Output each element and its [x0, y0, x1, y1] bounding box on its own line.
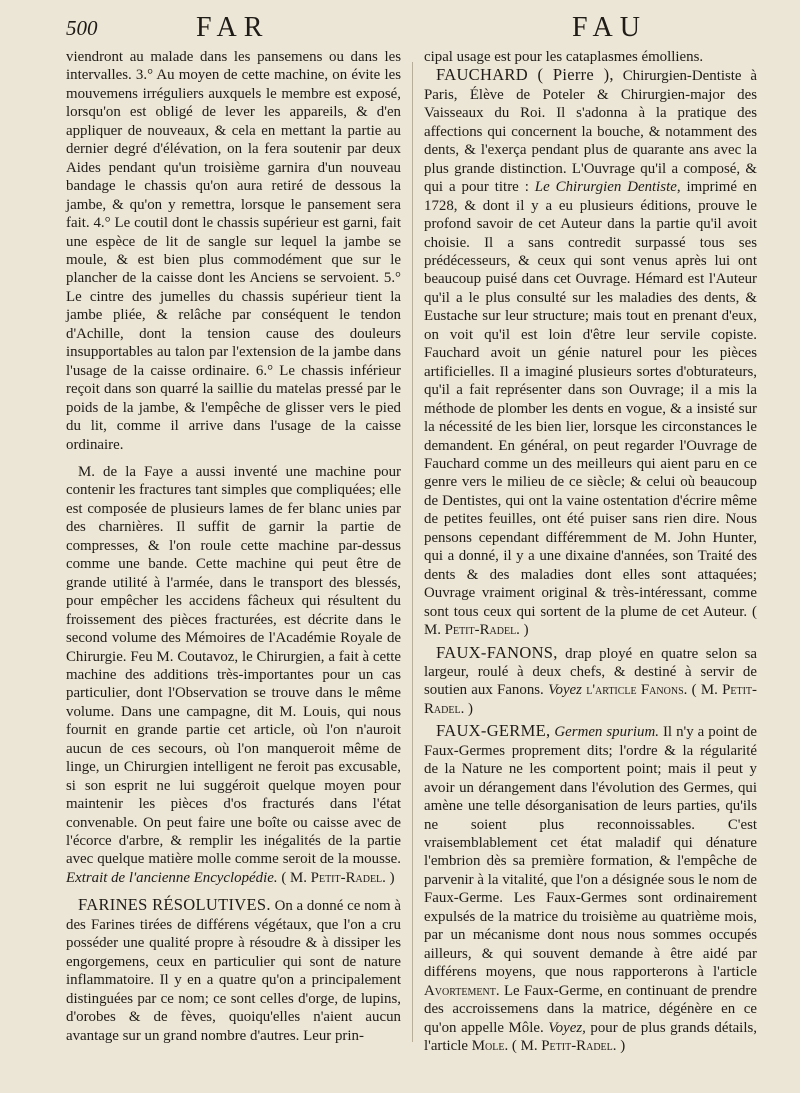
entry-text: , imprimé en 1728, & dont il y a eu plusieurs éditions, prouve le profond savoir de cet Auteur dans la partie qu'il avoit choisie. Il a sans contredit surpassé tous ses prédécesseurs, & ceux qui sont venus après lui ont beaucoup puisé dans cet Ouvrage. Hémard est l'Auteur qu'il a le plus consulté sur les maladies des dents, & Eustache sur leur structure; mais tout en prenant d'eux, on voit qu'il est loin d'être leur servile copiste. Fauchard avoit un génie naturel pour les pièces artificielles. Il a imaginé plusieurs sortes d'obturateurs, qu'il a fait représenter dans son Ouvrage; il a mis la méthode de plomber les dents en vogue, & a insisté sur la nécessité de les bien lier, lorsque les circonstances le demandent. En général, on peut regarder l'Ouvrage de Fauchard comme un des meilleurs qui aient paru en ce genre vers le milieu de ce siècle; & celui où beaucoup de Dentistes, qui ont la vaine ostentation d'écrire même de petites feuilles, ont été puiser sans rien dire. Nous pensons cependant différemment de M. John Hunter, qui a donné, il y a une dixaine d'années, son Traité des dents & des maladies dont elles sont attaquées; Ouvrage vraiment original & très-intéressant, comme sont tous ceux qui sortent de la plume de cet Auteur.	[424, 179, 757, 620]
paragraph	[424, 48, 757, 66]
entry-farines	[66, 896, 401, 1045]
cross-reference: Avortement.	[424, 982, 500, 999]
paragraph-text: viendront au malade dans les pansemens ou dans les intervalles. 3.° Au moyen de cette machine, on évite les mouvemens irréguliers auxquels le membre est exposé, lorsqu'on est obligé de lever les appareils, & d'en appliquer de nouveaux, & cela en mettant la partie au dernier degré d'élévation, on la fera soutenir par deux Aides pendant qu'un troisième garnira d'un nouveau bandage le chassis qu'on aura retiré de dessous la jambe, & qu'on y remettra, lorsque le pansement sera fait. 4.° Le coutil dont le chassis supérieur est garni, fait une espèce de lit de sangle sur lequel la jambe se moule, & est bien plus commodément que sur le plancher de la caisse dont les Anciens se servoient. 5.° Le cintre des jumelles du chassis supérieur tient la jambe pliée, & relâche par conséquent le tendon d'Achille, dont la tension cause des douleurs insupportables au talon par l'extension de la jambe dans l'usage de la caisse ordinaire. 6.° Le chassis inférieur reçoit dans son quarré la saillie du matelas pressé par le poids de la jambe, & l'empêche de glisser vers le pied du lit, comme il arrive dans l'usage de la caisse ordinaire.	[66, 49, 401, 453]
running-head-left: FAR	[196, 12, 270, 43]
book-title: Le Chirurgien Dentiste	[534, 179, 677, 196]
right-column	[424, 48, 757, 1055]
entry-text: Chirurgien-Dentiste à Paris, Élève de Poteler & Chirurgien-major des Vaisseaux du Roi. Il s'adonna à la pratique des affections qui concernent la bouche, & notamment des dents, & l'exerça pendant plus de quarante ans avec la plus grande distinction. L'Ouvrage qu'il a composé, & qui a pour titre :	[424, 68, 757, 196]
author-credit: ( M. Petit-Radel. )	[424, 603, 757, 639]
source-citation: Extrait de l'ancienne Encyclopédie.	[66, 869, 278, 886]
page-number: 500	[66, 16, 98, 40]
left-column	[66, 48, 401, 1045]
cross-reference: Mole.	[471, 1038, 509, 1055]
see-also-label: Voyez,	[548, 1019, 586, 1036]
entry-text: Il n'y a point de Faux-Germes proprement dits; l'ordre & la régularité de la Nature ne les comportent point; mais il peut y avoir un dérangement dans l'évolution des Germes, qui amène une telle désorganisation de leurs parties, qu'ils ne soient plus reconnoissables. C'est vraisemblablement cet état maladif qui dénature l'embrion dès sa première formation, & l'empêche de parvenir à la vitalité, que l'on a désignée sous le nom de Faux-Germe. Les Faux-Germes sont ordinairement expulsés de la matrice du troisième au quatrième mois, par un mécanisme dont nous nous sommes occupés ailleurs, & qui souvent demande à être aidé par différens moyens, que nous rapporterons à l'article	[424, 724, 757, 981]
entry-faux-fanons	[424, 644, 757, 719]
see-also-label: Voyez	[548, 682, 582, 699]
entry-heading: FAUX-GERME,	[436, 721, 551, 741]
entry-text: On a donné ce nom à des Farines tirées de différens végétaux, que l'on a cru posséder une qualité propre à résoudre & à dissiper les engorgemens, ceux en particulier qui sont de nature inflammatoire. Il y en a quatre qu'on a principalement distinguées par ce nom; ce sont celles d'orge, de lupins, d'orobes & de fèves, quoiqu'elles n'aient aucun avantage sur un grand nombre d'autres. Leur prin-	[66, 898, 401, 1044]
entry-fauchard	[424, 66, 757, 639]
author-credit: ( M. Petit-Radel. )	[281, 869, 395, 886]
entry-text: drap ployé en quatre selon sa largeur, roulé à deux chefs, & destiné à servir de soutien aux Fanons.	[424, 645, 758, 699]
entry-faux-germe	[424, 722, 757, 1055]
entry-heading: FARINES RÉSOLUTIVES.	[78, 895, 271, 915]
column-gutter	[412, 62, 413, 1042]
entry-heading: FAUCHARD ( Pierre ),	[436, 65, 614, 85]
author-credit: ( M. Petit-Radel. )	[424, 682, 757, 717]
paragraph-text: M. de la Faye a aussi inventé une machine pour contenir les fractures tant simples que compliquées; elle est composée de plusieurs lames de fer blanc unies par des charnières. Il suffit de garnir la partie de compresses, & l'on roule cette machine par-dessus comme une bande. Cette machine qui peut être de grande utilité à l'armée, dans le transport des blessés, pour empêcher les accidens fâcheux qui résultent du froissement des pièces fracturées, est décrite dans le second volume des Mémoires de l'Académie Royale de Chirurgie. Feu M. Coutavoz, le Chirurgien, a fait à cette machine des additions très-importantes pour un cas particulier, dont l'Observation se trouve dans le même volume. Dans une campagne, dit M. Louis, qui nous fournit en grande partie cet article, où l'on n'auroit aucun de ces secours, où l'on manqueroit même de linge, un Chirurgien intelligent ne feroit pas excusable, si son esprit ne lui suggéroit quelque moyen pour maintenir les pièces d'os fracturés dans l'état convenable. On peut faire une boîte ou caisse avec de l'écorce d'arbre, & remplir les inégalités de la partie avec quelque matière molle comme seroit de la mousse.	[66, 463, 401, 868]
paragraph-text: cipal usage est pour les cataplasmes émolliens.	[424, 49, 704, 65]
author-credit: ( M. Petit-Radel. )	[511, 1038, 626, 1055]
page-header	[0, 10, 800, 46]
running-head-right: FAU	[572, 12, 647, 43]
entry-text: Le Faux-Germe, en continuant de prendre des accroissemens dans la matrice, dégénère en ce qu'on appelle Môle.	[424, 982, 757, 1036]
paragraph	[66, 463, 401, 887]
cross-reference: l'article Fanons.	[586, 682, 688, 699]
latin-term: Germen spurium.	[554, 724, 659, 741]
entry-heading: FAUX-FANONS,	[436, 642, 558, 662]
paragraph	[66, 48, 401, 454]
entry-text: pour de plus grands détails, l'article	[424, 1019, 757, 1055]
